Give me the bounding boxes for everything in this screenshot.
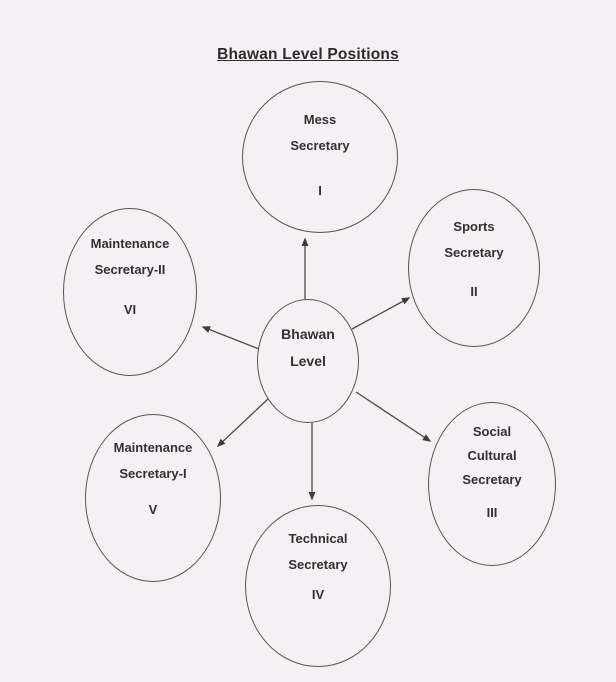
- node-label-line: Secretary-I: [119, 466, 187, 481]
- node-bhawan-level-text: [258, 300, 358, 375]
- node-label-line: Secretary: [444, 245, 504, 260]
- node-label-line: Maintenance: [90, 236, 170, 251]
- node-numeral: VI: [123, 302, 137, 317]
- node-label-line: Maintenance: [113, 440, 193, 455]
- node-label-line: Secretary-II: [94, 262, 166, 277]
- node-maintenance-secretary-2-text: [64, 209, 196, 323]
- node-social-cultural-secretary-text: [429, 403, 555, 525]
- node-label-line: Level: [290, 353, 326, 369]
- node-mess-secretary: [242, 81, 398, 233]
- node-label-line: Secretary: [290, 138, 350, 153]
- node-label-line: Secretary: [288, 557, 348, 572]
- arrow-center-to-maintenance-1: [218, 399, 268, 446]
- node-social-cultural-secretary: [428, 402, 556, 566]
- node-sports-secretary: [408, 189, 540, 347]
- node-technical-secretary: [245, 505, 391, 667]
- node-maintenance-secretary-1-text: [86, 415, 220, 523]
- node-numeral: II: [470, 284, 478, 299]
- diagram-title: Bhawan Level Positions: [217, 46, 399, 63]
- arrow-center-to-sports: [352, 298, 409, 329]
- node-label-line: Sports: [453, 219, 495, 234]
- node-numeral: I: [318, 183, 322, 198]
- node-label-line: Social: [472, 424, 512, 439]
- node-mess-secretary-text: [243, 82, 397, 204]
- node-label-line: Technical: [288, 531, 348, 546]
- arrow-center-to-maintenance-2: [203, 327, 259, 349]
- node-bhawan-level: [257, 299, 359, 423]
- node-maintenance-secretary-1: [85, 414, 221, 582]
- node-label-line: Mess: [303, 112, 337, 127]
- node-maintenance-secretary-2: [63, 208, 197, 376]
- node-technical-secretary-text: [246, 506, 390, 608]
- node-label-line: Cultural: [467, 448, 517, 463]
- node-sports-secretary-text: [409, 190, 539, 305]
- node-label-line: Bhawan: [281, 326, 335, 342]
- node-label-line: Secretary: [462, 472, 522, 487]
- node-numeral: V: [148, 502, 158, 517]
- node-numeral: IV: [311, 587, 325, 602]
- node-numeral: III: [486, 505, 498, 520]
- arrow-center-to-social: [356, 392, 430, 441]
